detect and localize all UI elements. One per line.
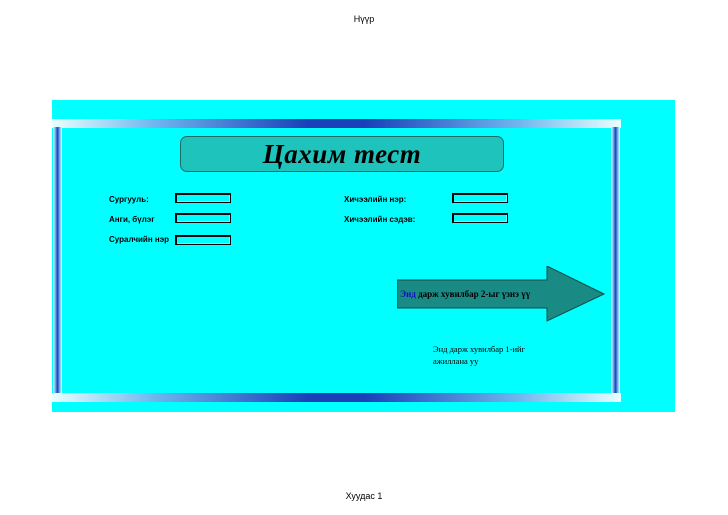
page-header: Нүүр — [353, 14, 375, 24]
variant1-link[interactable]: Энд дарж хувилбар 1-ийг ажиллана уу — [433, 344, 526, 366]
frame-bottom-bar — [52, 393, 621, 402]
lesson-topic-input[interactable] — [452, 213, 508, 223]
variant2-arrow-label[interactable] — [400, 289, 530, 299]
test-canvas — [52, 100, 675, 412]
page-footer: Хуудас 1 — [345, 491, 383, 501]
title-banner — [180, 136, 504, 172]
lesson-name-input[interactable] — [452, 193, 508, 203]
lesson-name-label: Хичээлийн нэр: — [344, 195, 407, 204]
frame-right-bar — [611, 127, 620, 394]
student-input[interactable] — [175, 235, 231, 245]
student-label: Суралчийн нэр — [109, 235, 170, 244]
class-input[interactable] — [175, 213, 231, 223]
school-label: Сургууль: — [109, 195, 149, 204]
page-title: Цахим тест — [262, 138, 422, 169]
school-input[interactable] — [175, 193, 231, 203]
arrow-label-highlight: Энд — [400, 289, 416, 299]
lesson-topic-label: Хичээлийн сэдэв: — [344, 215, 416, 224]
frame-left-bar — [53, 127, 62, 394]
class-label: Анги, бүлэг — [109, 215, 155, 224]
frame-top-bar — [52, 119, 621, 128]
arrow-label-rest: дарж хувилбар 2-ыг үзнэ үү — [415, 289, 531, 299]
